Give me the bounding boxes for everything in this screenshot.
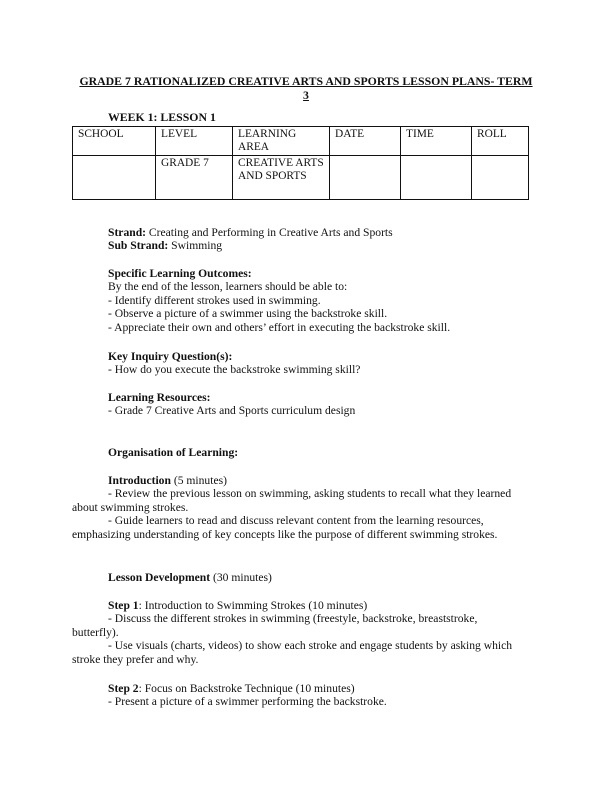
learning-outcome-item: - Appreciate their own and others’ effort in executing the backstroke skill. xyxy=(108,320,451,334)
introduction-heading xyxy=(72,474,540,487)
step2-title: : Focus on Backstroke Technique (10 minutes) xyxy=(138,682,355,695)
header-learning-area: LEARNING AREA xyxy=(233,127,330,156)
table-header-row xyxy=(73,127,529,156)
header-school: SCHOOL xyxy=(73,127,156,156)
sub-strand-label: Sub Strand: xyxy=(108,239,169,253)
introduction-para1-line2: about swimming strokes. xyxy=(72,500,189,514)
learning-resource-item: - Grade 7 Creative Arts and Sports curriculum design xyxy=(108,404,356,418)
step1-para1-line2: butterfly). xyxy=(72,625,119,639)
step1-para2-line2: stroke they prefer and why. xyxy=(72,652,199,666)
lesson-development-section xyxy=(72,571,540,584)
step2-section xyxy=(72,682,540,709)
introduction-para1-line1: - Review the previous lesson on swimming, asking students to recall what they learned xyxy=(108,487,512,501)
step1-para2-line1: - Use visuals (charts, videos) to show each stroke and engage students by asking which xyxy=(108,639,513,653)
step1-heading xyxy=(72,599,540,612)
week-lesson-heading: WEEK 1: LESSON 1 xyxy=(108,110,216,124)
cell-roll xyxy=(472,156,529,200)
step1-label: Step 1 xyxy=(108,599,139,612)
cell-date xyxy=(330,156,401,200)
lesson-development-heading xyxy=(72,571,540,584)
sub-strand-line xyxy=(108,239,540,252)
strand-value: Creating and Performing in Creative Arts and Sports xyxy=(146,226,393,239)
learning-resources-section xyxy=(108,391,540,418)
key-inquiry-item: - How do you execute the backstroke swimming skill? xyxy=(108,363,361,377)
lesson-info-table xyxy=(72,126,529,200)
learning-outcomes-heading: Specific Learning Outcomes: xyxy=(108,267,252,280)
organisation-heading: Organisation of Learning: xyxy=(108,446,239,459)
introduction-para2-line2: emphasizing understanding of key concepts like the purpose of different swimming strokes. xyxy=(72,527,498,541)
cell-learning-area: CREATIVE ARTS AND SPORTS xyxy=(233,156,330,200)
header-level: LEVEL xyxy=(156,127,233,156)
learning-outcomes-section xyxy=(108,267,540,334)
step1-section xyxy=(72,599,540,666)
learning-resources-heading: Learning Resources: xyxy=(108,391,211,404)
organisation-section xyxy=(108,446,540,459)
key-inquiry-section xyxy=(108,350,540,377)
document-title xyxy=(72,74,540,102)
strand-line xyxy=(108,226,540,239)
introduction-duration: (5 minutes) xyxy=(170,474,227,487)
header-time: TIME xyxy=(401,127,472,156)
step1-title: : Introduction to Swimming Strokes (10 minutes) xyxy=(138,599,368,612)
step2-item: - Present a picture of a swimmer performing the backstroke. xyxy=(108,695,387,709)
header-date: DATE xyxy=(330,127,401,156)
header-roll: ROLL xyxy=(472,127,529,156)
step1-para1-line1: - Discuss the different strokes in swimming (freestyle, backstroke, breaststroke, xyxy=(108,612,478,626)
introduction-section xyxy=(72,474,540,541)
learning-outcomes-intro: By the end of the lesson, learners should be able to: xyxy=(108,280,348,294)
step2-heading xyxy=(72,682,540,695)
learning-outcome-item: - Identify different strokes used in swimming. xyxy=(108,293,321,307)
title-line-1: GRADE 7 RATIONALIZED CREATIVE ARTS AND SPORTS LESSON PLANS- TERM xyxy=(79,74,533,88)
cell-time xyxy=(401,156,472,200)
strand-section xyxy=(108,226,540,253)
table-row xyxy=(73,156,529,200)
lesson-development-duration: (30 minutes) xyxy=(210,571,272,584)
lesson-development-label: Lesson Development xyxy=(108,571,211,584)
step2-label: Step 2 xyxy=(108,682,139,695)
cell-level: GRADE 7 xyxy=(156,156,233,200)
introduction-para2-line1: - Guide learners to read and discuss relevant content from the learning resources, xyxy=(108,514,484,528)
learning-outcome-item: - Observe a picture of a swimmer using the backstroke skill. xyxy=(108,307,388,321)
title-line-2: 3 xyxy=(303,88,309,102)
cell-school xyxy=(73,156,156,200)
key-inquiry-heading: Key Inquiry Question(s): xyxy=(108,350,233,363)
sub-strand-value: Swimming xyxy=(168,239,223,253)
introduction-label: Introduction xyxy=(108,474,171,487)
strand-label: Strand: xyxy=(108,226,147,239)
